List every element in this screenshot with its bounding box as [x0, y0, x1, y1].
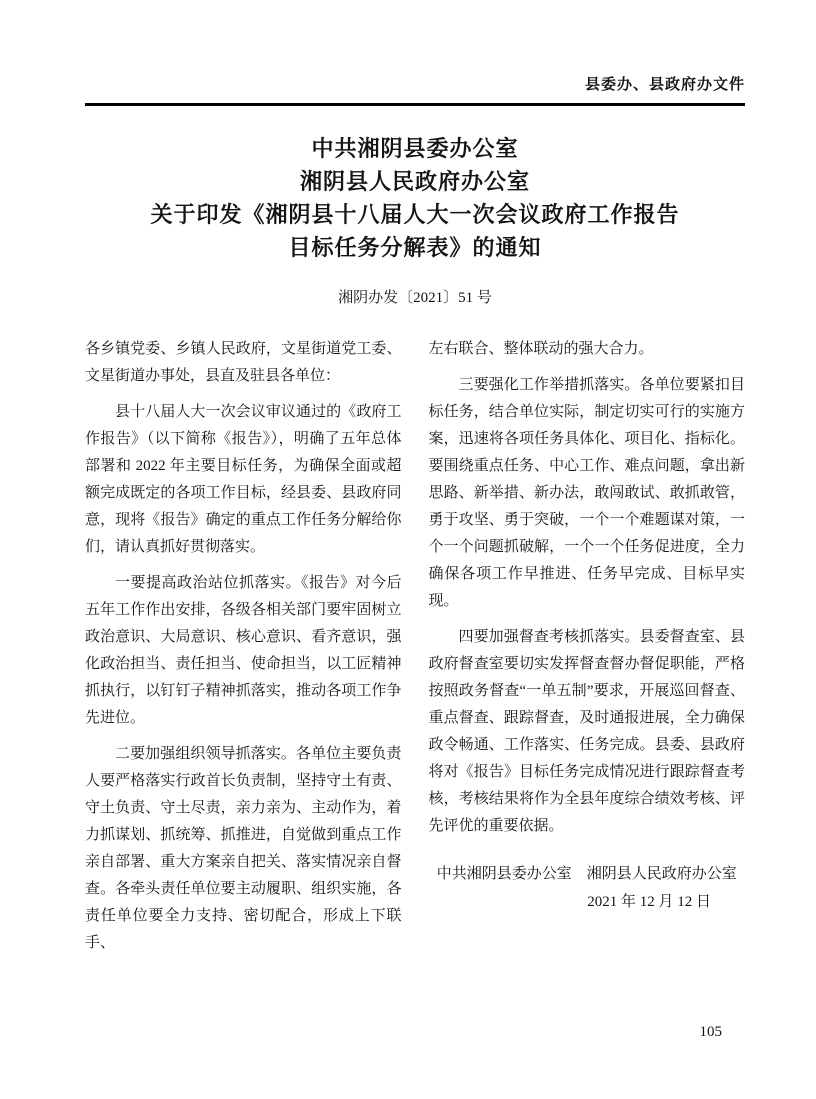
doc-number: 湘阴办发〔2021〕51 号: [338, 290, 492, 306]
document-body: [85, 336, 745, 966]
header-rule: [85, 103, 745, 106]
signature-orgs: 中共湘阴县委办公室 湘阴县人民政府办公室: [436, 866, 737, 882]
continuation-paragraph: 左右联合、整体联动的强大合力。: [428, 341, 654, 357]
body-right-column: [429, 336, 746, 966]
document-title-line: 湘阴县人民政府办公室: [299, 169, 530, 194]
paragraph: 一要提高政治站位抓落实。《报告》对今后五年工作作出安排，各级各相关部门要牢固树立政治意识、大局意识、核心意识、看齐意识，强化政治担当、责任担当、使命担当，以工匠精神抓执行，以钉钉子精神抓落实，推动各项工作争先进位。: [85, 575, 402, 726]
salutation-paragraph: 各乡镇党委、乡镇人民政府，文星街道党工委、文星街道办事处，县直及驻县各单位：: [85, 341, 402, 384]
signature-block: [429, 860, 746, 916]
document-title-line: 关于印发《湘阴县十八届人大一次会议政府工作报告: [150, 202, 680, 227]
paragraph: 二要加强组织领导抓落实。各单位主要负责人要严格落实行政首长负责制，坚持守土有责、守土负责、守土尽责，亲力亲为、主动作为，着力抓谋划、抓统筹、抓推进，自觉做到重点工作亲自部署、重大方案亲自把关、落实情况亲自督查。各牵头责任单位要主动履职、组织实施，各责任单位要全力支持、密切配合，形成上下联手、: [85, 746, 402, 951]
signature-date: 2021 年 12 月 12 日: [587, 894, 711, 910]
paragraph: 三要强化工作举措抓落实。各单位要紧扣目标任务，结合单位实际，制定切实可行的实施方案，迅速将各项任务具体化、项目化、指标化。要围绕重点任务、中心工作、难点问题，拿出新思路、新举措、新办法，敢闯敢试、敢抓敢管，勇于攻坚、勇于突破，一个一个难题谋对策，一个一个问题抓破解，一个一个任务促进度，全力确保各项工作早推进、任务早完成、目标早实现。: [428, 377, 745, 609]
document-title-line: 中共湘阴县委办公室: [311, 136, 519, 161]
paragraph: 四要加强督查考核抓落实。县委督查室、县政府督查室要切实发挥督查督办督促职能，严格按照政务督查“一单五制”要求，开展巡回督查、重点督查、跟踪督查，及时通报进展，全力确保政令畅通、工作落实、任务完成。县委、县政府将对《报告》目标任务完成情况进行跟踪督查考核，考核结果将作为全县年度综合绩效考核、评先评优的重要依据。: [428, 629, 745, 834]
page-number: 105: [699, 1024, 722, 1040]
document-title: [85, 132, 745, 264]
document-title-line: 目标任务分解表》的通知: [288, 235, 542, 260]
body-left-column: [85, 336, 402, 966]
paragraph: 县十八届人大一次会议审议通过的《政府工作报告》（以下简称《报告》），明确了五年总体部署和 2022 年主要目标任务，为确保全面或超额完成既定的各项工作目标，经县委、县政府同意，现将《报告》确定的重点工作任务分解给你们，请认真抓好贯彻落实。: [85, 404, 402, 555]
document-type-label: 县委办、县政府办文件: [584, 77, 745, 93]
